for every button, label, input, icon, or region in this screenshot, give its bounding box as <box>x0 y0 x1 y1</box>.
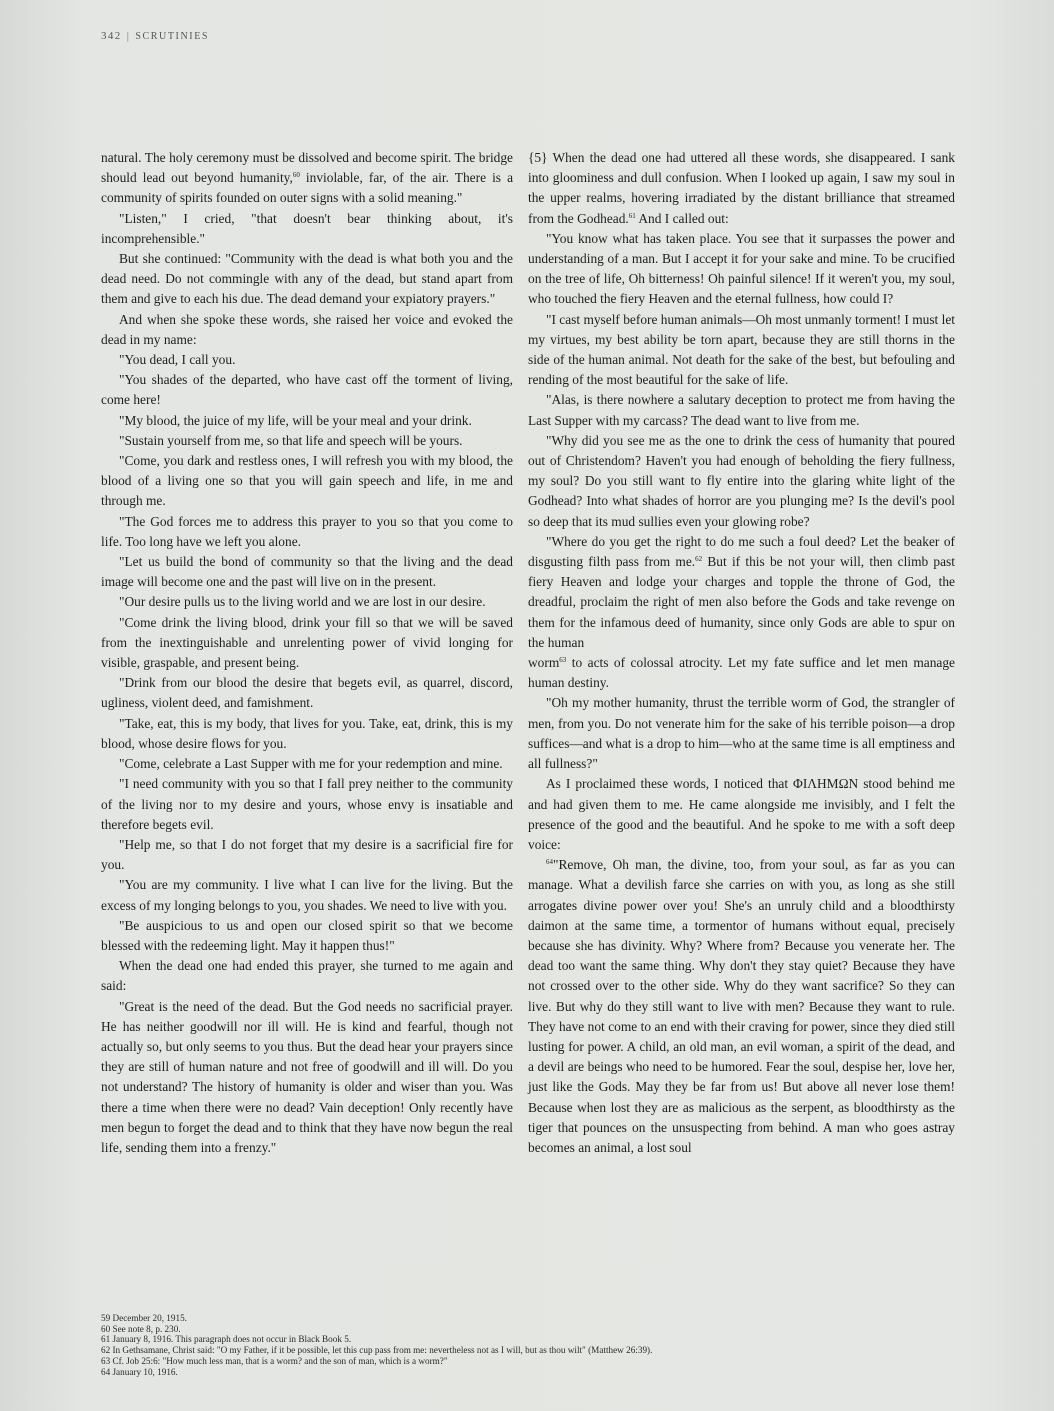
paragraph: "Great is the need of the dead. But the God needs no sacrificial prayer. He has neither goodwill nor ill will. He is kind and fearful, though not actually so, but only seems to you thus. But the dead hear your prayers since they are still of human nature and not free of goodwill and ill will. Do you not understand? The history of humanity is older and wiser than you. Was there a time when there were no dead? Vain deception! Only recently have men begun to forget the dead and to think that they have now begun the real life, sending them into a frenzy." <box>101 998 513 1155</box>
paragraph: "Drink from our blood the desire that begets evil, as quarrel, discord, ugliness, violent deed, and famishment. <box>101 675 513 711</box>
paragraph <box>101 148 513 209</box>
paragraph-text: natural. The holy ceremony must be dissolved and become spirit. The bridge should lead out beyond humanity, <box>101 150 513 186</box>
footnote-reference[interactable]: 62 <box>695 555 703 564</box>
footnote-reference[interactable]: 63 <box>559 656 567 665</box>
footnote-line: 61 January 8, 1916. This paragraph does not occur in Black Book 5. <box>101 1334 352 1345</box>
paragraph-text: worm <box>528 655 560 671</box>
paragraph: "Why did you see me as the one to drink the cess of humanity that poured out of Christendom? Haven't you had enough of beholding the fiery fullness, my soul? Do you still want to fly entire into the glaring white light of the Godhead? Into what shades of horror are you plunging me? Is the devil's pool so deep that its mud sullies even your glowing robe? <box>528 432 955 529</box>
paragraph-text: But if this be not your will, then climb past fiery Heaven and lodge your charges and topple the throne of God, the dreadful, proclaim the right of men also before the Gods and take revenge on them for the infamous deed of humanity, since only Gods are able to spur on the human <box>528 554 955 650</box>
paragraph: "Alas, is there nowhere a salutary deception to protect me from having the Last Supper with my carcass? The dead want to live from me. <box>528 392 955 428</box>
paragraph: "Help me, so that I do not forget that my desire is a sacrificial fire for you. <box>101 836 513 873</box>
paragraph: And when she spoke these words, she raised her voice and evoked the dead in my name: <box>101 311 513 347</box>
paragraph-text: {5} When the dead one had uttered all these words, she disappeared. I sank into gloominess and dull confusion. When I looked up again, I saw my soul in the upper realms, hovering irradiated by the distant brilliance that streamed from the Godhead. <box>528 150 955 226</box>
paragraph: As I proclaimed these words, I noticed that ΦΙΛΗΜΩΝ stood behind me and had given them to me. He came alongside me invisibly, and I felt the presence of the good and the beautiful. And he spoke to me with a soft deep voice: <box>528 776 955 852</box>
right-text-column <box>528 148 955 1158</box>
paragraph: "I cast myself before human animals—Oh most unmanly torment! I must let my virtues, my best ability be torn apart, because they are still thorns in the side of the human animal. Not death for the sake of the best, but befouling and rending of the most beautiful for the sake of life. <box>528 311 955 388</box>
page-number: 342 <box>101 30 122 42</box>
paragraph: "Sustain yourself from me, so that life and speech will be yours. <box>119 432 463 448</box>
paragraph: "You know what has taken place. You see that it surpasses the power and understanding of a man. But I accept it for your sake and mine. To be crucified on the tree of life, Oh bitterness! Oh painful silence! If it weren't you, my soul, who touched the fiery Heaven and the eternal fullness, how could I? <box>528 230 955 307</box>
paragraph-text: "Where do you get the right to do me such a foul deed? Let the beaker of disgusting filth pass from me. <box>528 533 955 570</box>
paragraph-text: "Remove, Oh man, the divine, too, from your soul, as far as you can manage. What a devilish farce she carries on with you, as long as she still arrogates divine power over you! She's an unruly child and a bloodthirsty daimon at the same time, a tormentor of humans without equal, precisely because she has divinity. Why? Where from? Because you venerate her. The dead too want the same thing. Why don't they stay quiet? Because they have not crossed over to the other side. Why do they want sacrifice? So they can live. But why do they still want to live with men? Because they want to rule. They have not come to an end with their craving for power, since they died still lusting for power. A child, an old man, an evil woman, a spirit of the dead, and a devil are beings who need to be humored. Fear the soul, despise her, love her, just like the Gods. May they be far from us! But above all never lose them! Because when lost they are as malicious as the serpent, as bloodthirsty as the tiger that pounces on the unsuspecting from behind. A man who goes astray becomes an animal, a lost soul <box>528 857 955 1155</box>
footnote-line: 64 January 10, 1916. <box>101 1366 178 1377</box>
paragraph: "Come, you dark and restless ones, I will refresh you with my blood, the blood of a living one so that you will gain speech and life, in me and through me. <box>101 453 513 509</box>
paragraph <box>528 653 955 693</box>
paragraph: "Listen," I cried, "that doesn't bear thinking about, it's incomprehensible." <box>101 210 513 246</box>
paragraph <box>528 148 955 229</box>
footnote-reference[interactable]: 61 <box>628 211 636 220</box>
paragraph <box>528 855 955 1158</box>
footnote-reference[interactable]: 60 <box>292 171 300 180</box>
paragraph: "Oh my mother humanity, thrust the terrible worm of God, the strangler of men, from you. Do not venerate him for the sake of his terrible poison—a drop suffices—and what is a drop to him—who at the same time is all emptiness and all fullness?" <box>528 695 955 772</box>
running-head <box>101 30 209 42</box>
footnote-line: 63 Cf. Job 25:6: "How much less man, that is a worm? and the son of man, which is a worm?" <box>101 1355 448 1366</box>
paragraph-text: to acts of colossal atrocity. Let my fate suffice and let men manage human destiny. <box>528 655 955 691</box>
paragraph <box>528 532 955 653</box>
paragraph: When the dead one had ended this prayer, she turned to me again and said: <box>101 958 513 994</box>
paragraph-text: inviolable, far, of the air. There is a community of spirits founded on outer signs with a solid meaning." <box>101 170 514 206</box>
footnotes <box>101 1313 961 1377</box>
paragraph-text: And I called out: <box>635 210 729 226</box>
left-text-column <box>101 148 513 1158</box>
paragraph: "My blood, the juice of my life, will be your meal and your drink. <box>119 412 472 428</box>
paragraph: "You dead, I call you. <box>119 352 236 368</box>
paragraph: "You shades of the departed, who have cast off the torment of living, come here! <box>101 372 513 408</box>
paragraph: "Be auspicious to us and open our closed spirit so that we become blessed with the redeeming light. May it happen thus!" <box>101 917 513 953</box>
paragraph: "You are my community. I live what I can live for the living. But the excess of my longing belongs to you, you shades. We need to live with you. <box>101 877 513 913</box>
paragraph: "The God forces me to address this prayer to you so that you come to life. Too long have we left you alone. <box>101 513 513 549</box>
paragraph: "Come drink the living blood, drink your fill so that we will be saved from the inextinguishable and unrelenting power of vivid longing for visible, graspable, and present being. <box>101 614 513 671</box>
paragraph: "Our desire pulls us to the living world and we are lost in our desire. <box>119 594 486 610</box>
footnote-line: 60 See note 8, p. 230. <box>101 1323 181 1334</box>
header-separator: | <box>126 30 131 42</box>
footnote-line: 59 December 20, 1915. <box>101 1313 187 1323</box>
paragraph: But she continued: "Community with the dead is what both you and the dead need. Do not commingle with any of the dead, but stand apart from them and give to each his due. The dead demand your expiatory prayers." <box>101 251 513 307</box>
paragraph: "Come, celebrate a Last Supper with me for your redemption and mine. <box>119 756 503 772</box>
footnote-reference[interactable]: 64 <box>546 858 553 867</box>
paragraph: "Take, eat, this is my body, that lives for you. Take, eat, drink, this is my blood, whose desire flows for you. <box>101 715 513 751</box>
paragraph: "I need community with you so that I fall prey neither to the community of the living nor to my desire and yours, whose envy is insatiable and therefore begets evil. <box>101 776 513 832</box>
paragraph: "Let us build the bond of community so that the living and the dead image will become one and the past will live on in the present. <box>101 554 513 590</box>
section-title: SCRUTINIES <box>135 31 210 42</box>
footnote-line: 62 In Gethsamane, Christ said: "O my Father, if it be possible, let this cup pass from me: nevertheless not as I will, but as thou wilt" (Matthew 26:39). <box>101 1345 653 1356</box>
